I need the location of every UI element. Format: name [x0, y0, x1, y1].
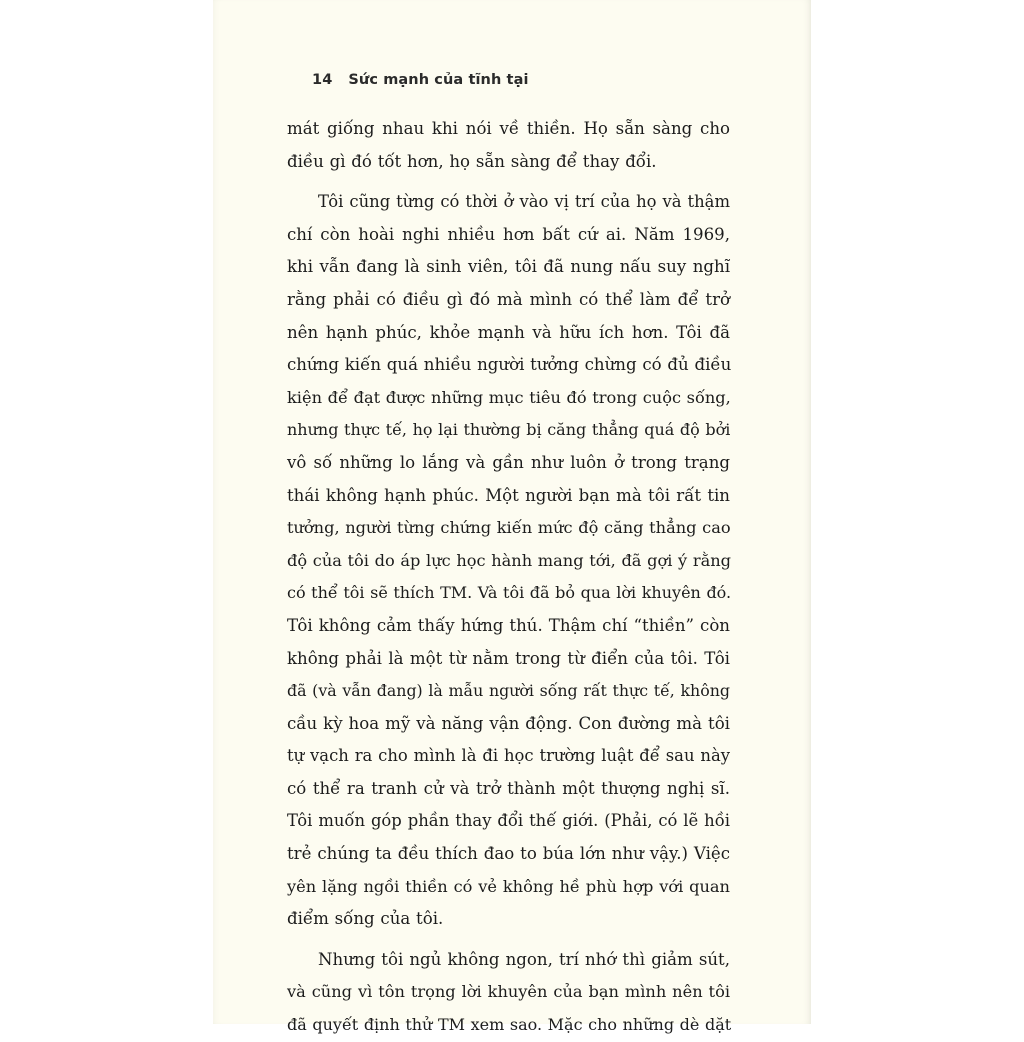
text-line: yên lặng ngồi thiền có vẻ không hề phù hợp với quan — [287, 876, 730, 896]
text-line: nên hạnh phúc, khỏe mạnh và hữu ích hơn. Tôi đã — [287, 322, 730, 342]
book-page — [213, 0, 811, 1035]
text-line: đã (và vẫn đang) là mẫu người sống rất thực tế, không — [287, 681, 730, 701]
text-line: Tôi không cảm thấy hứng thú. Thậm chí “thiền” còn — [287, 615, 730, 635]
paragraph — [287, 186, 730, 936]
text-line: điểm sống của tôi. — [287, 909, 444, 929]
text-line: mát giống nhau khi nói về thiền. Họ sẵn sàng cho — [287, 119, 730, 138]
text-line: tưởng, người từng chứng kiến mức độ căng thẳng cao — [287, 518, 731, 538]
text-line: kiện để đạt được những mục tiêu đó trong cuộc sống, — [287, 387, 731, 407]
body-text — [287, 113, 730, 1042]
text-line: độ của tôi do áp lực học hành mang tới, đã gợi ý rằng — [287, 550, 732, 570]
text-line: và cũng vì tôn trọng lời khuyên của bạn mình nên tôi — [287, 982, 730, 1002]
paragraph-gap — [287, 936, 730, 944]
running-header — [312, 72, 529, 88]
text-line: khi vẫn đang là sinh viên, tôi đã nung nấu suy nghĩ — [287, 257, 730, 277]
text-line: có thể ra tranh cử và trở thành một thượng nghị sĩ. — [287, 778, 730, 798]
paragraph — [287, 113, 730, 178]
text-line: thái không hạnh phúc. Một người bạn mà tôi rất tin — [287, 485, 730, 505]
paragraph-gap — [287, 178, 730, 186]
paragraph — [287, 944, 730, 1042]
text-line: điều gì đó tốt hơn, họ sẵn sàng để thay đổi. — [287, 151, 657, 171]
text-line: chứng kiến quá nhiều người tưởng chừng có đủ điều — [287, 355, 732, 375]
text-line: tự vạch ra cho mình là đi học trường luật để sau này — [287, 746, 730, 766]
chapter-title: Sức mạnh của tĩnh tại — [348, 72, 529, 88]
text-line: Tôi muốn góp phần thay đổi thế giới. (Phải, có lẽ hồi — [287, 811, 730, 831]
text-line: vô số những lo lắng và gần như luôn ở trong trạng — [287, 452, 730, 472]
text-line: nhưng thực tế, họ lại thường bị căng thẳng quá độ bởi — [287, 420, 731, 440]
text-line: Nhưng tôi ngủ không ngon, trí nhớ thì giảm sút, — [318, 949, 730, 969]
text-line: trẻ chúng ta đều thích đao to búa lớn như vậy.) Việc — [287, 844, 730, 864]
text-line: chí còn hoài nghi nhiều hơn bất cứ ai. Năm 1969, — [287, 224, 730, 244]
text-line: cầu kỳ hoa mỹ và năng vận động. Con đường mà tôi — [287, 713, 730, 733]
page-number: 14 — [312, 72, 333, 88]
text-line: có thể tôi sẽ thích TM. Và tôi đã bỏ qua lời khuyên đó. — [287, 583, 732, 603]
text-line: rằng phải có điều gì đó mà mình có thể làm để trở — [287, 289, 730, 309]
text-line: Tôi cũng từng có thời ở vào vị trí của họ và thậm — [318, 192, 730, 212]
text-line: đã quyết định thử TM xem sao. Mặc cho những dè dặt — [287, 1015, 732, 1035]
text-line: không phải là một từ nằm trong từ điển của tôi. Tôi — [287, 648, 730, 668]
